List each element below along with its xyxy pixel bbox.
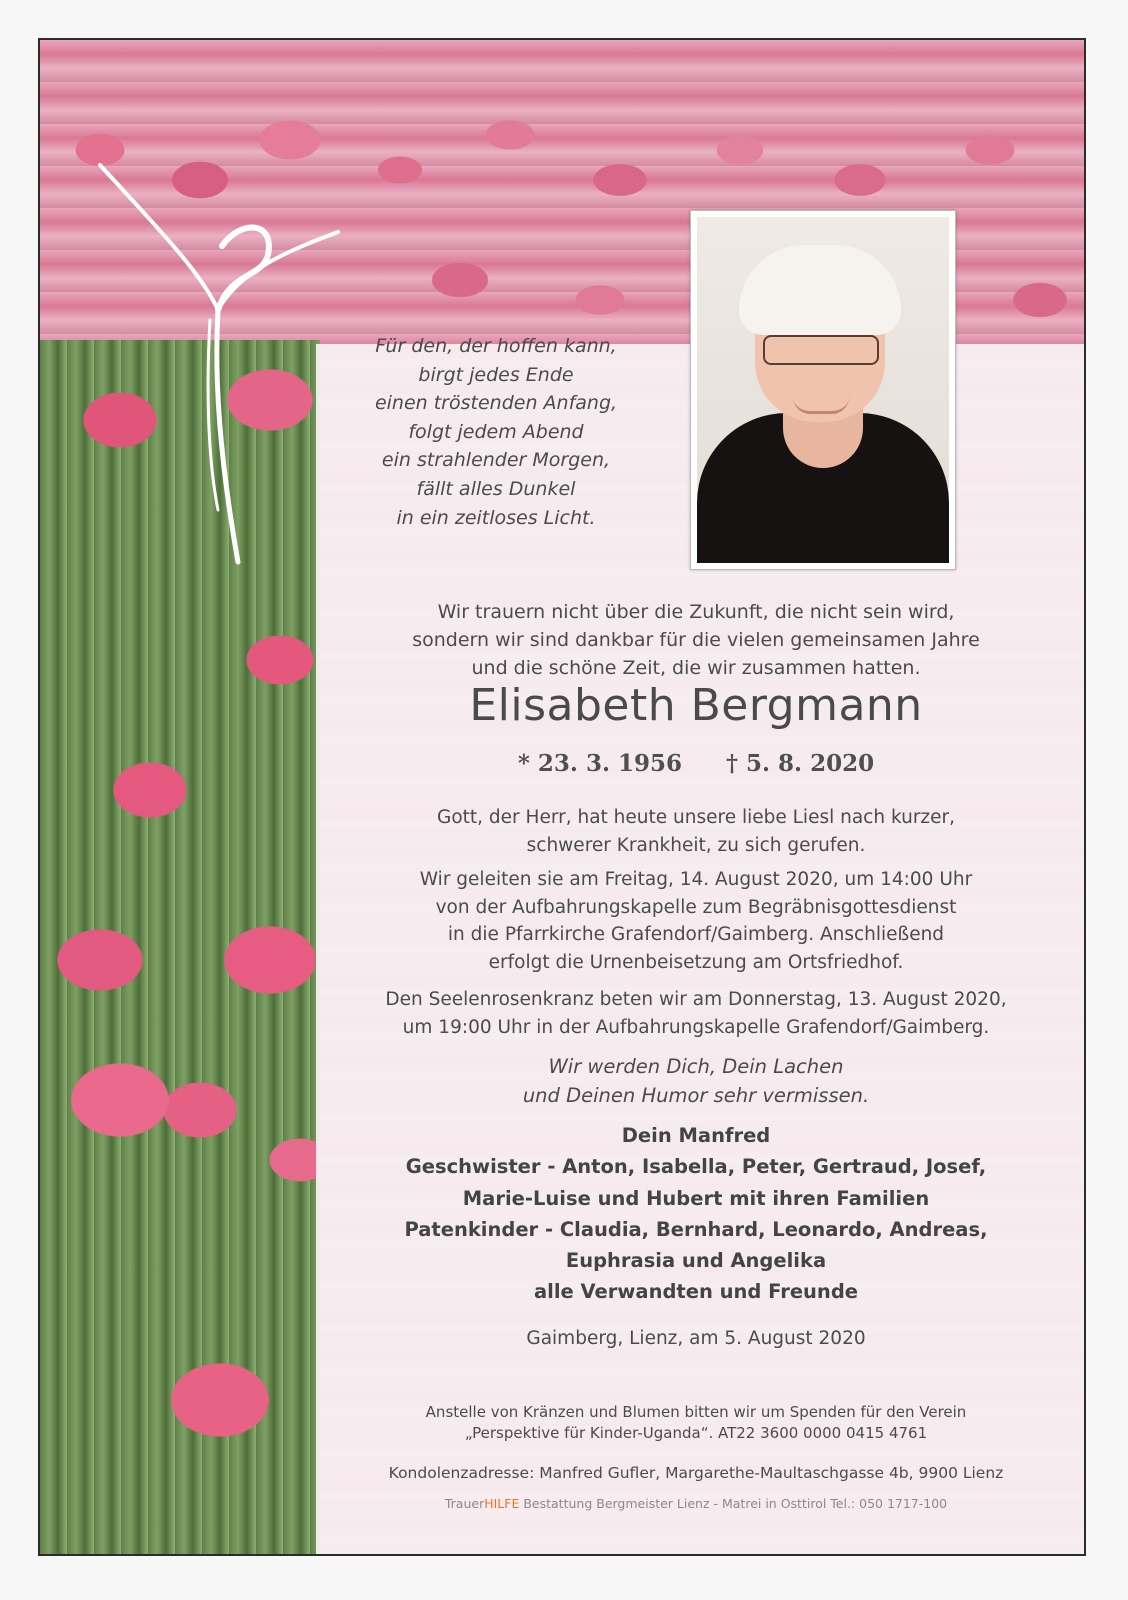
funeral-info <box>336 866 1056 976</box>
life-dates <box>336 750 1056 777</box>
miss-line: und Deinen Humor sehr vermissen. <box>522 1084 870 1107</box>
poem-line: birgt jedes Ende <box>418 363 574 386</box>
rosary-line: Den Seelenrosenkranz beten wir am Donnerstag, 13. August 2020, <box>385 989 1007 1010</box>
donation-note <box>336 1402 1056 1444</box>
condolence-address: Kondolenzadresse: Manfred Gufler, Margarethe-Maultaschgasse 4b, 9900 Lienz <box>388 1464 1004 1482</box>
poem-line: ein strahlender Morgen, <box>381 449 611 472</box>
death-date: † 5. 8. 2020 <box>726 750 875 777</box>
mourning-quote <box>336 598 1056 682</box>
cross-figure-icon <box>90 160 340 580</box>
poem-line: folgt jedem Abend <box>408 420 584 443</box>
place-date: Gaimberg, Lienz, am 5. August 2020 <box>526 1328 866 1349</box>
birth-date: * 23. 3. 1956 <box>517 750 682 777</box>
donation-line: Anstelle von Kränzen und Blumen bitten wir um Spenden für den Verein <box>425 1403 967 1421</box>
funeral-line: in die Pfarrkirche Grafendorf/Gaimberg. Anschließend <box>447 924 945 945</box>
poem-line: fällt alles Dunkel <box>416 477 576 500</box>
family-line: Dein Manfred <box>621 1124 771 1147</box>
quote-line: Wir trauern nicht über die Zukunft, die nicht sein wird, <box>437 601 955 623</box>
announcement-line: Gott, der Herr, hat heute unsere liebe Liesl nach kurzer, <box>437 807 955 828</box>
footer-brand: HILFE <box>484 1496 520 1511</box>
funeral-line: von der Aufbahrungskapelle zum Begräbnisgottesdienst <box>435 896 957 918</box>
portrait-photo <box>690 210 956 570</box>
family-line: Patenkinder - Claudia, Bernhard, Leonardo, Andreas, <box>404 1217 988 1241</box>
family-line: Marie-Luise und Hubert mit ihren Familien <box>462 1186 930 1210</box>
poem-line: Für den, der hoffen kann, <box>375 335 617 357</box>
poem-line: einen tröstenden Anfang, <box>374 392 618 415</box>
deceased-name: Elisabeth Bergmann <box>469 680 923 731</box>
funeral-line: Wir geleiten sie am Freitag, 14. August 2020, um 14:00 Uhr <box>419 869 973 890</box>
footer-credit <box>336 1496 1056 1511</box>
family-line: Geschwister - Anton, Isabella, Peter, Gertraud, Josef, <box>405 1155 987 1179</box>
family-line: alle Verwandten und Freunde <box>533 1280 859 1304</box>
quote-line: sondern wir sind dankbar für die vielen gemeinsamen Jahre <box>412 629 980 651</box>
footer-rest: Bestattung Bergmeister Lienz - Matrei in Osttirol Tel.: 050 1717-100 <box>523 1496 948 1511</box>
footer-prefix: Trauer <box>444 1496 485 1511</box>
quote-line: und die schöne Zeit, die wir zusammen hatten. <box>471 657 921 679</box>
announcement-line: schwerer Krankheit, zu sich gerufen. <box>526 834 866 856</box>
donation-line: „Perspektive für Kinder-Uganda“. AT22 3600 0000 0415 4761 <box>464 1424 928 1442</box>
family-list <box>336 1120 1056 1308</box>
poem <box>336 332 656 532</box>
family-line: Euphrasia und Angelika <box>565 1249 827 1273</box>
poem-line: in ein zeitloses Licht. <box>396 506 596 529</box>
miss-you-text <box>336 1052 1056 1110</box>
miss-line: Wir werden Dich, Dein Lachen <box>548 1055 844 1078</box>
rosary-info <box>336 986 1056 1041</box>
rosary-line: um 19:00 Uhr in der Aufbahrungskapelle Grafendorf/Gaimberg. <box>402 1016 990 1038</box>
funeral-line: erfolgt die Urnenbeisetzung am Ortsfriedhof. <box>488 951 904 973</box>
announcement <box>336 804 1056 859</box>
